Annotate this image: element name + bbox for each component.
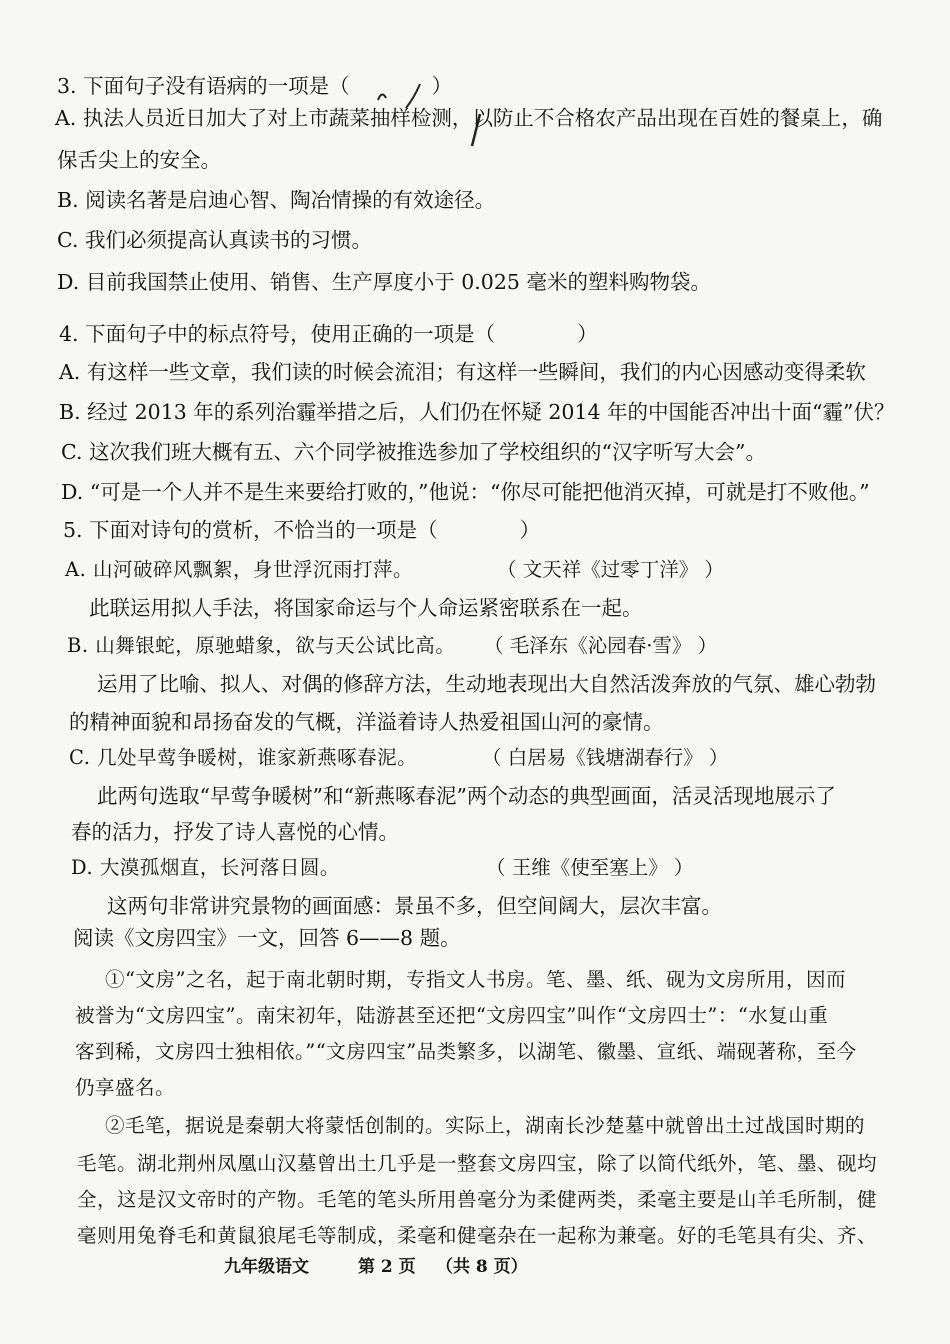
pen-mark-icon [350, 72, 450, 122]
footer-subject: 九年级语文 [224, 1257, 309, 1277]
passage-p1-line3: 客到稀，文房四士独相依。”“文房四宝”品类繁多，以湖笔、徽墨、宣纸、端砚著称，至今 [75, 1040, 857, 1063]
passage-p1-line4: 仍享盛名。 [75, 1076, 176, 1099]
q5-a-source: （ 文天祥《过零丁洋》 ） [497, 558, 724, 581]
q5-b-source: （ 毛泽东《沁园春·雪》 ） [484, 634, 718, 657]
q5-b-poem: B. 山舞银蛇，原驰蜡象，欲与天公试比高。 [67, 634, 456, 657]
q5-b-note-line1: 运用了比喻、拟人、对偶的修辞方法，生动地表现出大自然活泼奔放的气氛、雄心勃勃 [97, 672, 876, 696]
q5-a-note: 此联运用拟人手法，将国家命运与个人命运紧密联系在一起。 [89, 596, 643, 620]
q5-c-note-line2: 春的活力，抒发了诗人喜悦的心情。 [71, 820, 399, 844]
q5-b-note-line2: 的精神面貌和昂扬奋发的气概，洋溢着诗人热爱祖国山河的豪情。 [69, 710, 664, 734]
q4-option-a: A. 有这样一些文章，我们读的时候会流泪；有这样一些瞬间，我们的内心因感动变得柔软 [59, 360, 866, 384]
q5-c-note-line1: 此两句选取“早莺争暖树”和“新燕啄春泥”两个动态的典型画面，活灵活现地展示了 [97, 784, 836, 808]
q4-option-d: D. “可是一个人并不是生来要给打败的，”他说：“你尽可能把他消灭掉，可就是打不败他。” [61, 480, 870, 504]
q4-stem: 4. 下面句子中的标点符号，使用正确的一项是（ ） [59, 322, 598, 346]
pen-slash-icon [466, 110, 486, 150]
footer-total-pages: （共 8 页） [436, 1257, 528, 1277]
passage-p2-line1: ②毛笔，据说是秦朝大将蒙恬创制的。实际上，湖南长沙楚墓中就曾出土过战国时期的 [105, 1114, 866, 1137]
q4-option-b: B. 经过 2013 年的系列治霾举措之后，人们仍在怀疑 2014 年的中国能否冲出十面“霾”伏？ [59, 400, 895, 424]
q3-option-c: C. 我们必须提高认真读书的习惯。 [57, 228, 372, 252]
q3-option-a-line1: A. 执法人员近日加大了对上市蔬菜抽样检测，以防止不合格农产品出现在百姓的餐桌上，确 [55, 106, 883, 130]
q3-stem: 3. 下面句子没有语病的一项是（ ） [57, 74, 453, 98]
q5-c-source: （ 白居易《钱塘湖春行》 ） [482, 746, 729, 769]
footer-page-number: 第 2 页 [358, 1257, 416, 1277]
reading-intro: 阅读《文房四宝》一文，回答 6——8 题。 [73, 926, 461, 950]
q5-d-poem: D. 大漠孤烟直，长河落日圆。 [71, 856, 340, 879]
q3-option-a-line2: 保舌尖上的安全。 [57, 148, 221, 172]
passage-p1-line2: 被誉为“文房四宝”。南宋初年，陆游甚至还把“文房四宝”叫作“文房四士”：“水复山重 [75, 1004, 829, 1027]
q4-option-c: C. 这次我们班大概有五、六个同学被推选参加了学校组织的“汉字听写大会”。 [61, 440, 766, 464]
q5-stem: 5. 下面对诗句的赏析，不恰当的一项是（ ） [63, 518, 541, 542]
q3-option-b: B. 阅读名著是启迪心智、陶冶情操的有效途径。 [57, 188, 496, 212]
passage-p2-line2: 毛笔。湖北荆州凤凰山汉墓曾出土几乎是一整套文房四宝，除了以简代纸外，笔、墨、砚均 [77, 1152, 878, 1175]
q5-c-poem: C. 几处早莺争暖树，谁家新燕啄春泥。 [69, 746, 418, 769]
q5-d-note: 这两句非常讲究景物的画面感：景虽不多，但空间阔大，层次丰富。 [107, 894, 722, 918]
q3-option-d: D. 目前我国禁止使用、销售、生产厚度小于 0.025 毫米的塑料购物袋。 [57, 270, 711, 294]
passage-p1-line1: ①“文房”之名，起于南北朝时期，专指文人书房。笔、墨、纸、砚为文房所用，因而 [105, 968, 846, 991]
passage-p2-line4: 毫则用兔脊毛和黄鼠狼尾毛等制成，柔毫和健毫杂在一起称为兼毫。好的毛笔具有尖、齐、 [77, 1224, 878, 1247]
passage-p2-line3: 全，这是汉文帝时的产物。毛笔的笔头所用兽毫分为柔健两类，柔毫主要是山羊毛所制，健 [77, 1188, 878, 1211]
q5-d-source: （ 王维《使至塞上》 ） [486, 856, 694, 879]
q5-a-poem: A. 山河破碎风飘絮，身世浮沉雨打萍。 [65, 558, 413, 581]
